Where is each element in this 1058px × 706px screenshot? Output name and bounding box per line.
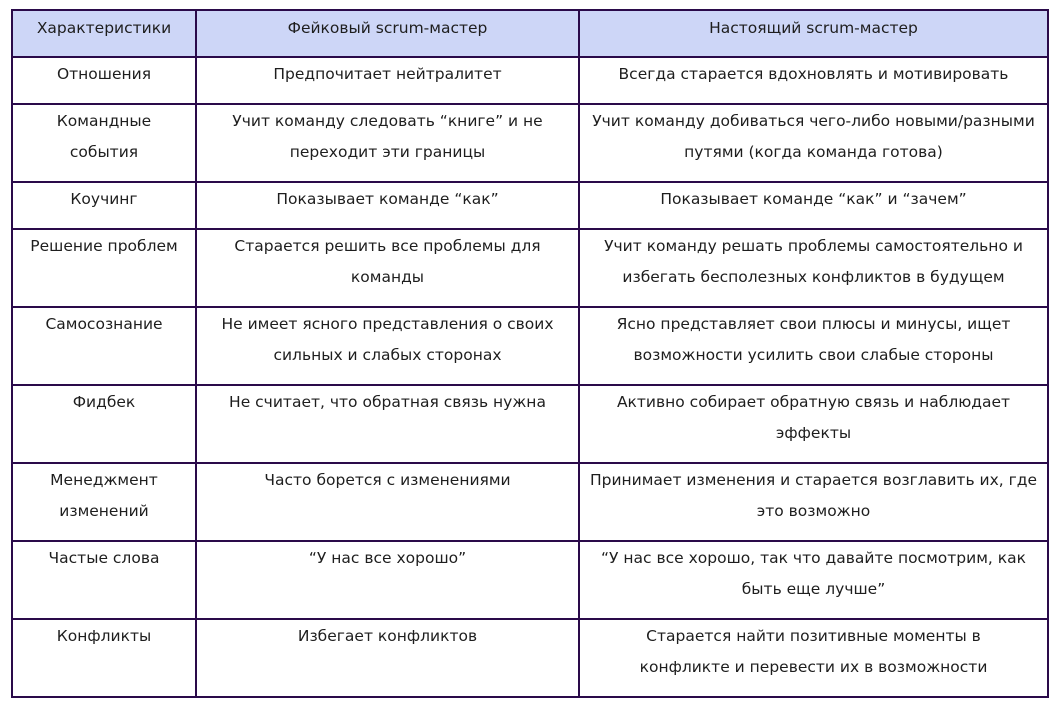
comparison-table: [11, 9, 1049, 698]
table-row: [12, 463, 1048, 541]
cell-real: Активно собирает обратную связь и наблюдает эффекты: [579, 385, 1048, 463]
table-row: [12, 619, 1048, 697]
table-row: [12, 57, 1048, 104]
cell-fake: Не имеет ясного представления о своих сильных и слабых сторонах: [196, 307, 579, 385]
cell-real: Ясно представляет свои плюсы и минусы, ищет возможности усилить свои слабые стороны: [579, 307, 1048, 385]
cell-real: Учит команду добиваться чего-либо новыми/разными путями (когда команда готова): [579, 104, 1048, 182]
cell-fake: Предпочитает нейтралитет: [196, 57, 579, 104]
cell-characteristic: Коучинг: [12, 182, 196, 229]
table-row: [12, 182, 1048, 229]
cell-fake: Учит команду следовать “книге” и не переходит эти границы: [196, 104, 579, 182]
table-row: [12, 541, 1048, 619]
header-fake-scrum-master: Фейковый scrum-мастер: [196, 10, 579, 57]
cell-characteristic: Частые слова: [12, 541, 196, 619]
table-body: [12, 57, 1048, 697]
cell-characteristic: Менеджмент изменений: [12, 463, 196, 541]
cell-characteristic: Самосознание: [12, 307, 196, 385]
header-row: [12, 10, 1048, 57]
cell-fake: Старается решить все проблемы для команды: [196, 229, 579, 307]
table-row: [12, 307, 1048, 385]
cell-real: Показывает команде “как” и “зачем”: [579, 182, 1048, 229]
cell-real: Принимает изменения и старается возглавить их, где это возможно: [579, 463, 1048, 541]
cell-fake: Часто борется с изменениями: [196, 463, 579, 541]
header-characteristics: Характеристики: [12, 10, 196, 57]
cell-fake: Не считает, что обратная связь нужна: [196, 385, 579, 463]
cell-characteristic: Командные события: [12, 104, 196, 182]
cell-characteristic: Фидбек: [12, 385, 196, 463]
table-row: [12, 104, 1048, 182]
cell-real: “У нас все хорошо, так что давайте посмотрим, как быть еще лучше”: [579, 541, 1048, 619]
table-header: [12, 10, 1048, 57]
cell-fake: Показывает команде “как”: [196, 182, 579, 229]
header-real-scrum-master: Настоящий scrum-мастер: [579, 10, 1048, 57]
cell-real: Учит команду решать проблемы самостоятельно и избегать бесполезных конфликтов в будущем: [579, 229, 1048, 307]
cell-fake: Избегает конфликтов: [196, 619, 579, 697]
table-row: [12, 229, 1048, 307]
table-row: [12, 385, 1048, 463]
cell-characteristic: Решение проблем: [12, 229, 196, 307]
cell-real: Старается найти позитивные моменты в конфликте и перевести их в возможности: [579, 619, 1048, 697]
cell-fake: “У нас все хорошо”: [196, 541, 579, 619]
cell-characteristic: Отношения: [12, 57, 196, 104]
cell-real: Всегда старается вдохновлять и мотивировать: [579, 57, 1048, 104]
cell-characteristic: Конфликты: [12, 619, 196, 697]
